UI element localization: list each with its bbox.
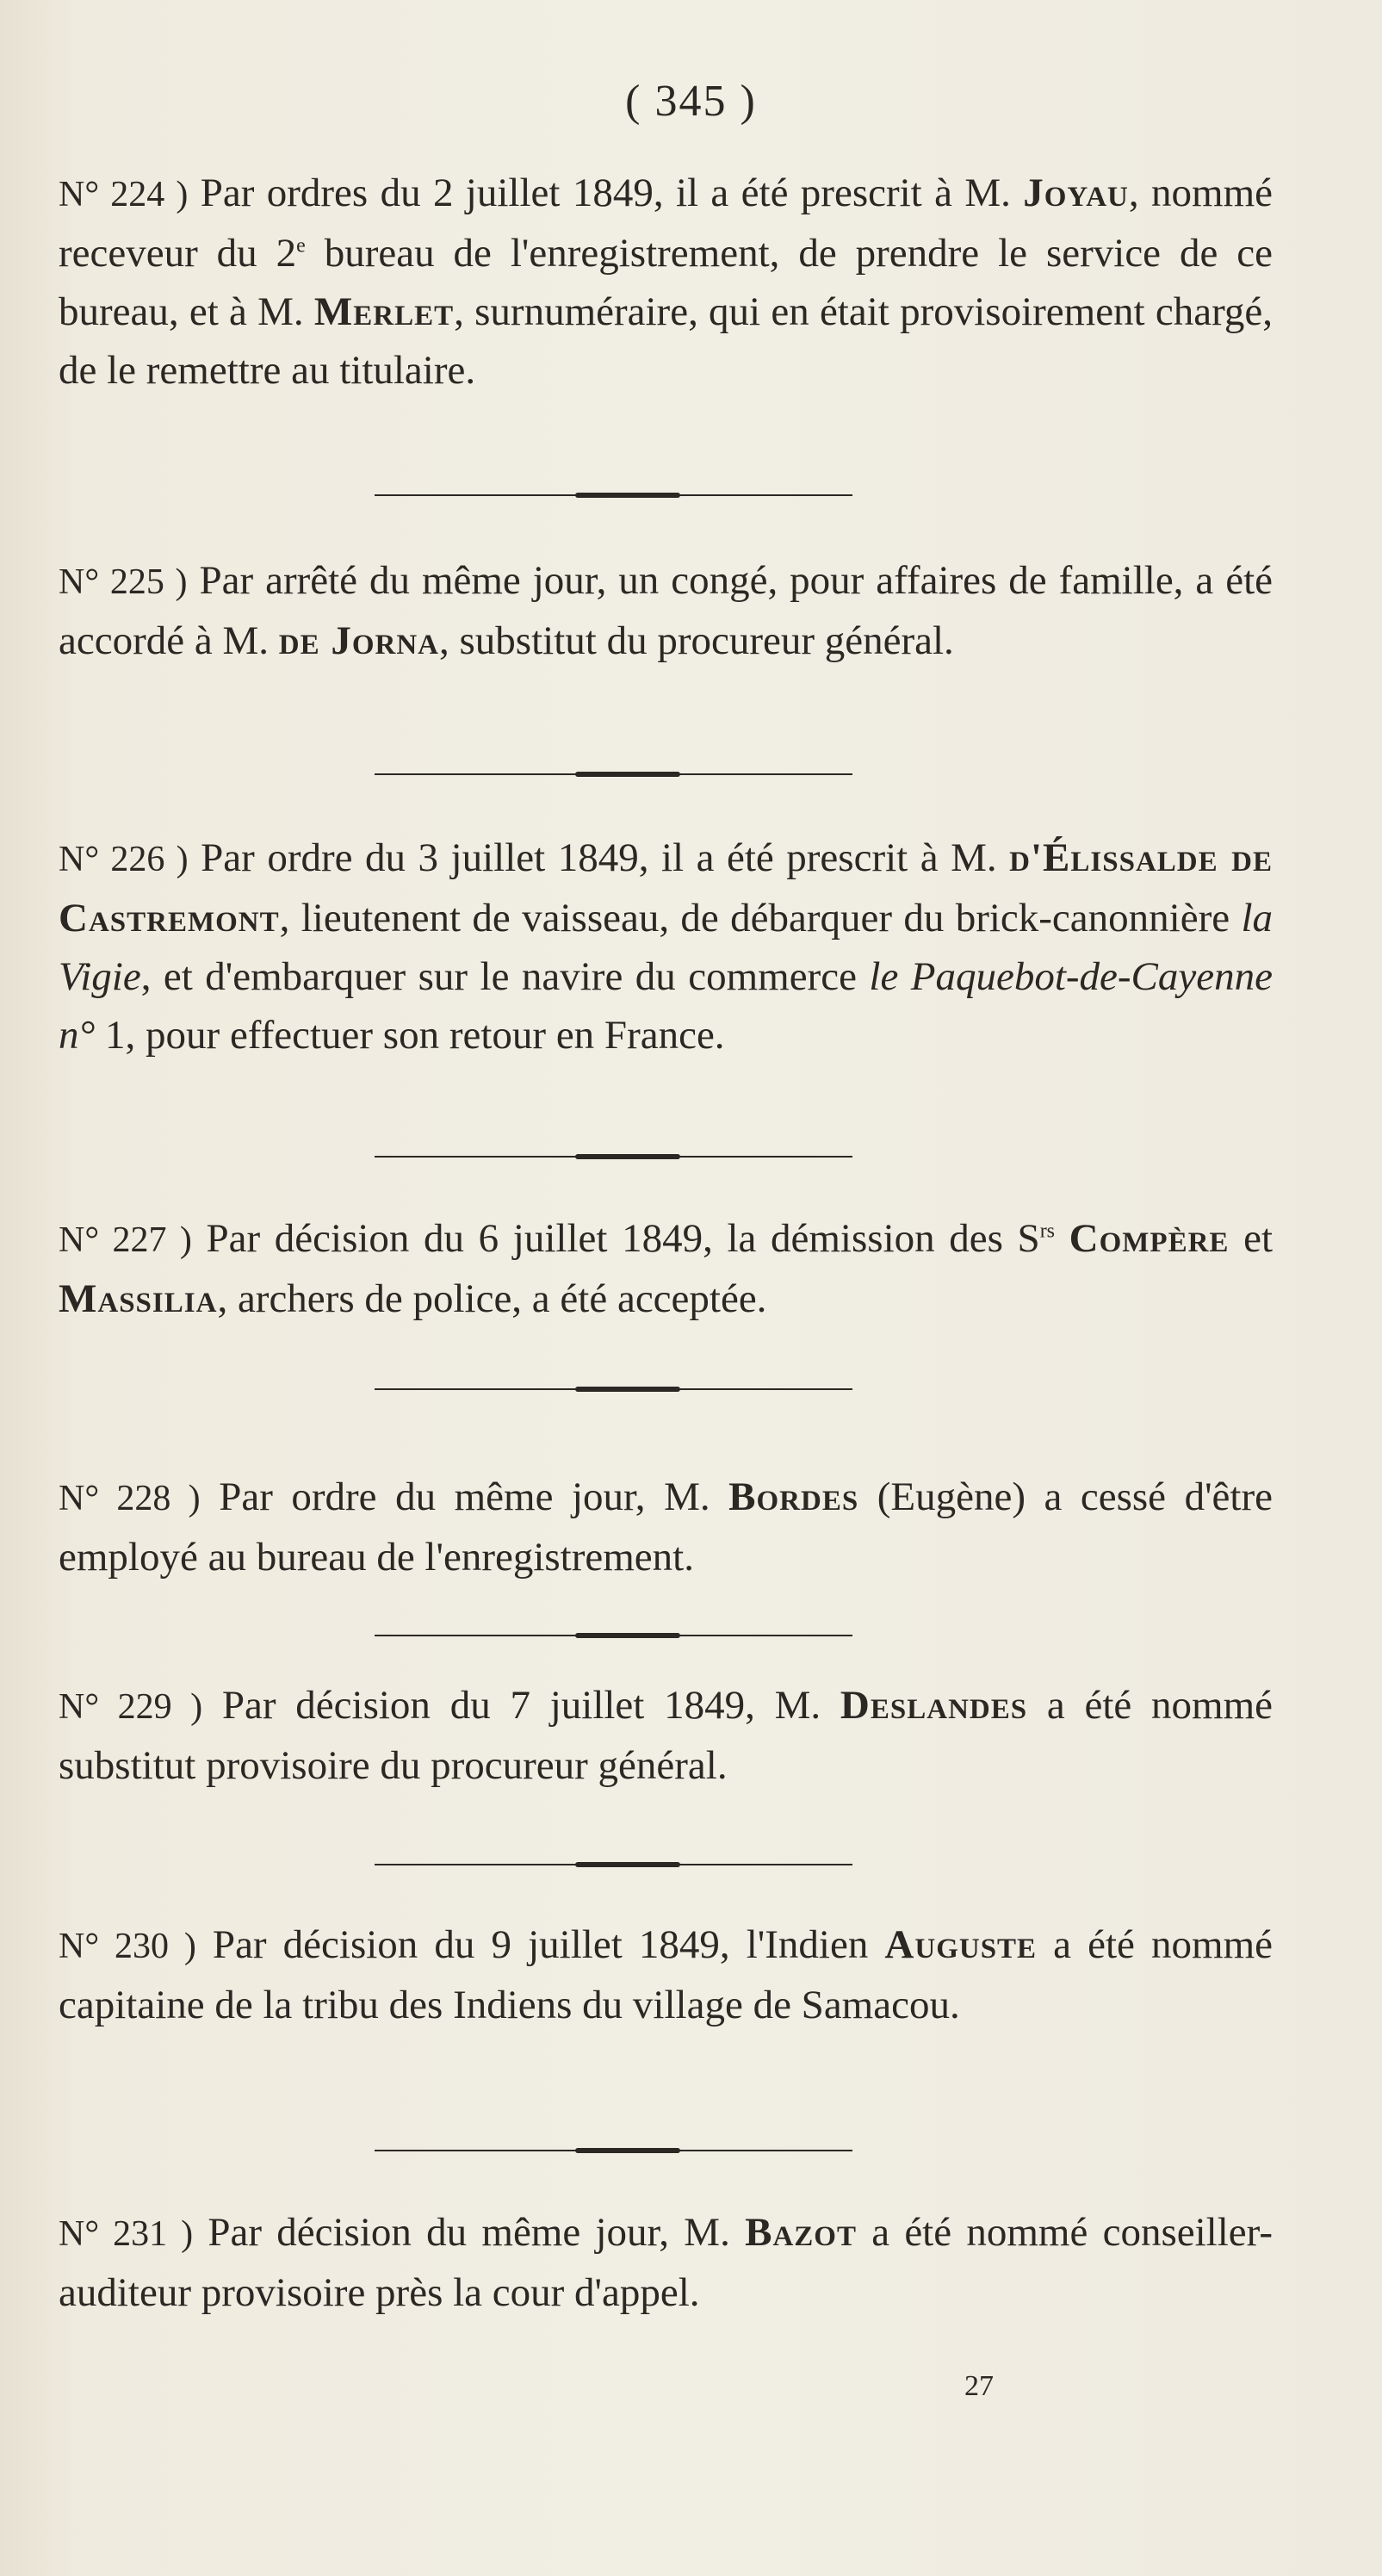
entry-231 — [59, 2203, 1273, 2322]
person-name: d'Élissalde de Castremont — [59, 835, 1273, 940]
entry-number: N° 229 ) — [59, 1687, 203, 1727]
page-number: ( 345 ) — [625, 77, 757, 126]
person-name: Massilia — [59, 1276, 218, 1321]
entry-228 — [59, 1468, 1273, 1586]
entry-number: N° 231 ) — [59, 2214, 194, 2254]
person-name: Joyau — [1023, 171, 1129, 215]
entry-text: N° 225 ) Par arrêté du même jour, un congé, pour affaires de famille, a été accordé à M. de Jorna, substitut du procureur général. — [59, 558, 1273, 663]
entry-225 — [59, 551, 1273, 670]
entry-number: N° 226 ) — [59, 840, 189, 879]
entry-number: N° 224 ) — [59, 175, 189, 214]
entry-number: N° 225 ) — [59, 562, 188, 602]
person-name: Auguste — [884, 1922, 1038, 1967]
separator-rule — [375, 1864, 852, 1865]
person-name: Compère — [1069, 1216, 1230, 1261]
entry-227 — [59, 1209, 1273, 1328]
entry-text: N° 231 ) Par décision du même jour, M. Bazot a été nommé conseiller-auditeur provisoire près la cour d'appel. — [59, 2210, 1273, 2315]
signature-mark: 27 — [964, 2370, 994, 2402]
person-name: Bazot — [745, 2210, 857, 2255]
ship-name: la Vigie — [59, 896, 1273, 999]
person-name: Merlet — [313, 289, 455, 334]
entry-number: N° 227 ) — [59, 1220, 192, 1260]
person-name: de Jorna — [278, 618, 440, 663]
entry-229 — [59, 1676, 1273, 1795]
entry-230 — [59, 1915, 1273, 2034]
separator-rule — [375, 2150, 852, 2151]
entry-number: N° 228 ) — [59, 1479, 201, 1518]
separator-rule — [375, 1156, 852, 1158]
entry-number: N° 230 ) — [59, 1927, 196, 1966]
entry-text: N° 230 ) Par décision du 9 juillet 1849, l'Indien Auguste a été nommé capitaine de la tribu des Indiens du village de Samacou. — [59, 1922, 1273, 2027]
entry-text: N° 228 ) Par ordre du même jour, M. Bordes (Eugène) a cessé d'être employé au bureau de l'enregistrement. — [59, 1474, 1273, 1580]
separator-rule — [375, 494, 852, 496]
entry-text: N° 224 ) Par ordres du 2 juillet 1849, il a été prescrit à M. Joyau, nommé receveur du 2e bureau de l'enregistrement, de prendre le service de ce bureau, et à M. Merlet, surnuméraire, qui en était provisoirement chargé, de le remettre au titulaire. — [59, 171, 1274, 393]
entry-226 — [59, 829, 1273, 1065]
entry-224 — [59, 164, 1273, 400]
entry-text: N° 229 ) Par décision du 7 juillet 1849, M. Deslandes a été nommé substitut provisoire du procureur général. — [59, 1683, 1273, 1788]
separator-rule — [375, 1635, 852, 1636]
entry-text: N° 227 ) Par décision du 6 juillet 1849, la démission des $S^{rs}$ Compère et Massilia, archers de police, a été acceptée. — [59, 1216, 1274, 1321]
separator-rule — [375, 773, 852, 775]
person-name: Bordes — [728, 1474, 859, 1519]
ship-name: le Paquebot-de-Cayenne n° — [59, 954, 1273, 1058]
person-name: Deslandes — [840, 1683, 1028, 1728]
entry-text: N° 226 ) Par ordre du 3 juillet 1849, il a été prescrit à M. d'Élissalde de Castremont, lieutenent de vaisseau, de débarquer du brick-canonnière la Vigie, et d'embarquer sur le navire du commerce le Paquebot-de-Cayenne n° 1, pour effectuer son retour en France. — [59, 835, 1273, 1058]
separator-rule — [375, 1388, 852, 1390]
